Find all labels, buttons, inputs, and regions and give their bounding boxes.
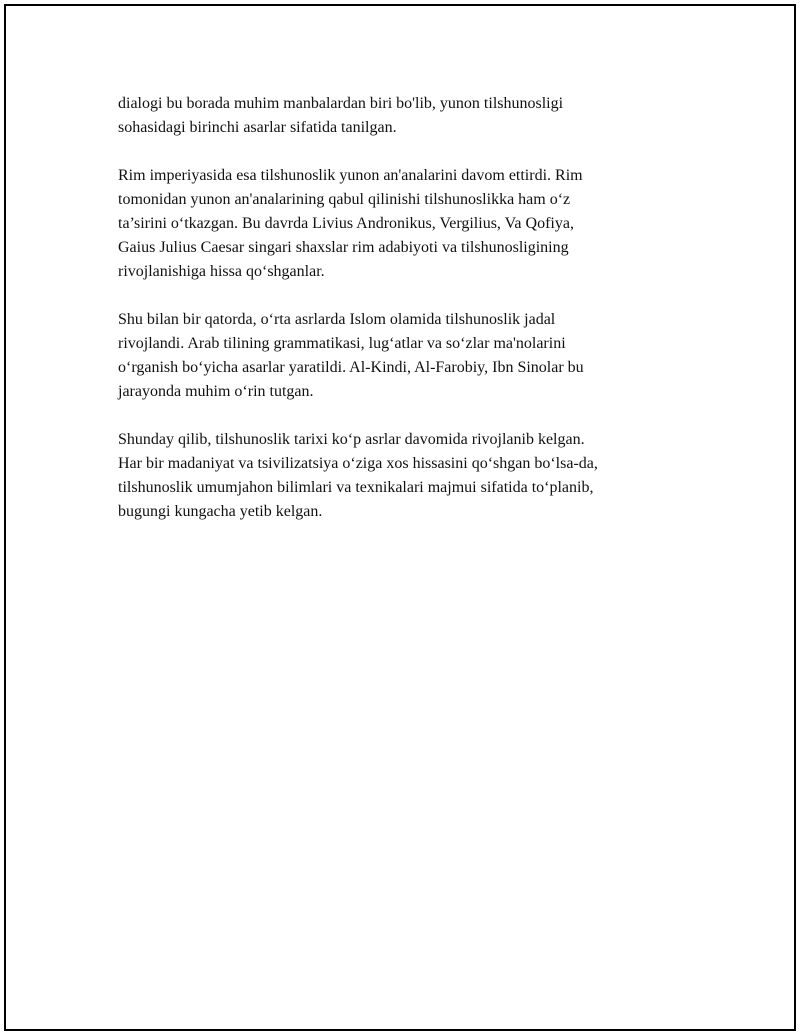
text-line: o‘rganish bo‘yicha asarlar yaratildi. Al-Kindi, Al-Farobiy, Ibn Sinolar bu xyxy=(118,359,584,376)
text-line: Shu bilan bir qatorda, o‘rta asrlarda Islom olamida tilshunoslik jadal xyxy=(118,311,556,328)
paragraph-orta-asrlar xyxy=(118,308,698,404)
document-body xyxy=(118,92,698,548)
text-line: sohasidagi birinchi asarlar sifatida tanilgan. xyxy=(118,119,397,136)
paragraph-dialogi xyxy=(118,92,698,140)
text-line: Har bir madaniyat va tsivilizatsiya o‘ziga xos hissasini qo‘shgan bo‘lsa-da, xyxy=(118,455,598,472)
text-line: bugungi kungacha yetib kelgan. xyxy=(118,503,323,520)
text-line: jarayonda muhim o‘rin tutgan. xyxy=(118,383,314,400)
text-line: dialogi bu borada muhim manbalardan biri bo'lib, yunon tilshunosligi xyxy=(118,95,564,112)
text-line: tilshunoslik umumjahon bilimlari va texnikalari majmui sifatida to‘planib, xyxy=(118,479,594,496)
text-line: Rim imperiyasida esa tilshunoslik yunon an'analarini davom ettirdi. Rim xyxy=(118,167,583,184)
paragraph-xulosa xyxy=(118,428,698,524)
paragraph-rim-imperiyasi xyxy=(118,164,698,284)
text-line: ta’sirini o‘tkazgan. Bu davrda Livius Andronikus, Vergilius, Va Qofiya, xyxy=(118,215,574,232)
text-line: rivojlandi. Arab tilining grammatikasi, lug‘atlar va so‘zlar ma'nolarini xyxy=(118,335,566,352)
text-line: rivojlanishiga hissa qo‘shganlar. xyxy=(118,263,325,280)
text-line: Shunday qilib, tilshunoslik tarixi ko‘p asrlar davomida rivojlanib kelgan. xyxy=(118,431,585,448)
text-line: Gaius Julius Caesar singari shaxslar rim adabiyoti va tilshunosligining xyxy=(118,239,569,256)
text-line: tomonidan yunon an'analarining qabul qilinishi tilshunoslikka ham o‘z xyxy=(118,191,571,208)
